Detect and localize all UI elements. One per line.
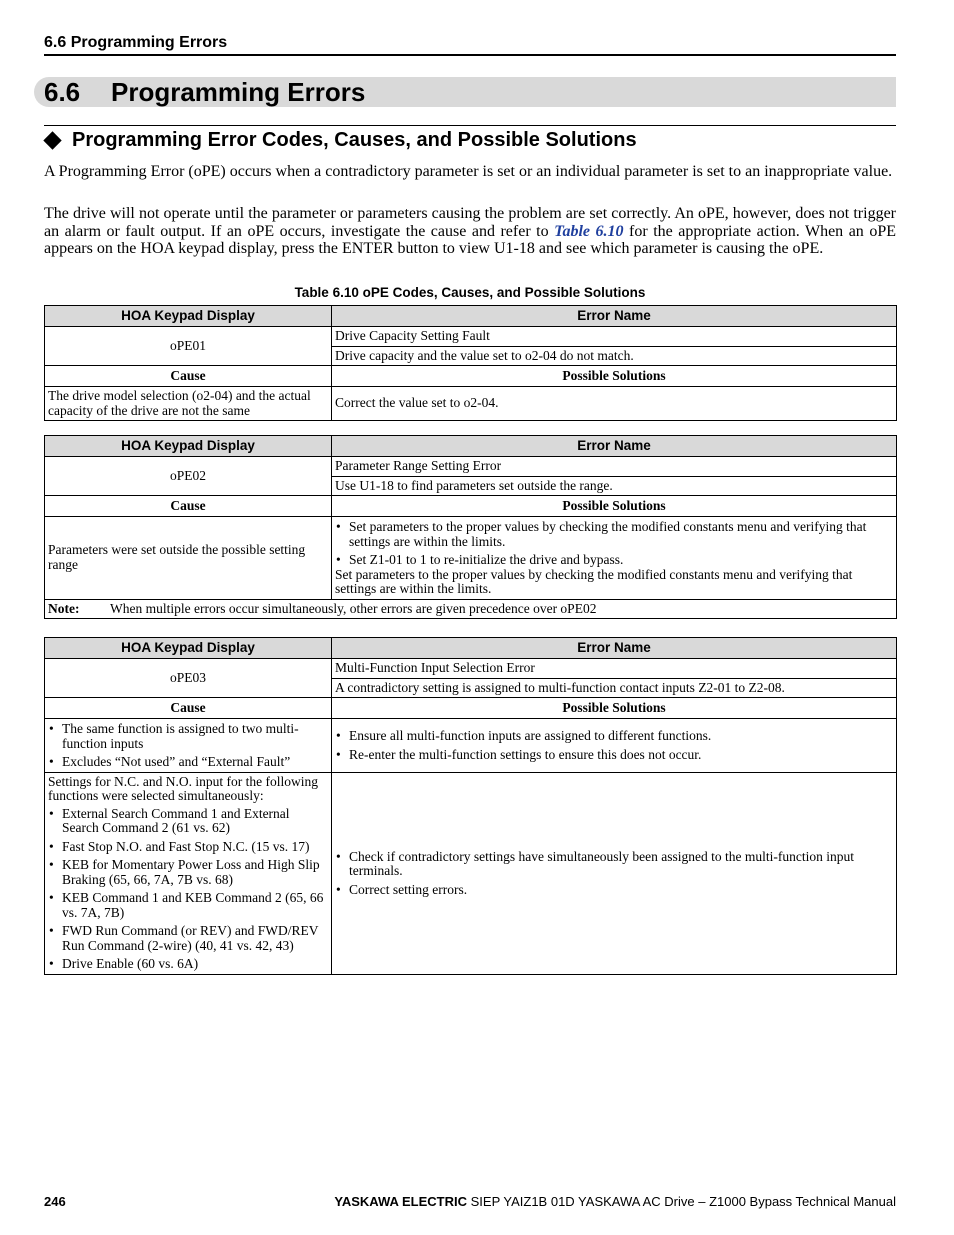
display-header: HOA Keypad Display xyxy=(45,638,332,659)
note-label: Note: xyxy=(48,600,80,616)
error-code: oPE03 xyxy=(45,659,332,698)
list-item: • Set Z1-01 to 1 to re-initialize the drive and bypass. xyxy=(335,553,893,568)
cause-header: Cause xyxy=(45,496,332,517)
solutions-header: Possible Solutions xyxy=(332,496,897,517)
cause-cell xyxy=(45,719,332,773)
intro-paragraph-2-end: for the appropriate action. When an oPE appears on the HOA keypad display, press the ENTER button to view U1-18 and see which parameter is causing the oPE. xyxy=(44,222,896,257)
error-code: oPE01 xyxy=(45,327,332,366)
error-name-header: Error Name xyxy=(332,436,897,457)
error-name-header: Error Name xyxy=(332,638,897,659)
diamond-bullet-icon xyxy=(43,131,61,149)
solutions-header: Possible Solutions xyxy=(332,366,897,387)
ope02-table xyxy=(44,435,897,619)
solution-cell xyxy=(332,517,897,600)
solution-text: Set parameters to the proper values by checking the modified constants menu and verifying that settings are within the limits. xyxy=(335,566,853,596)
section-number: 6.6 xyxy=(44,77,81,107)
list-item: • Ensure all multi-function inputs are assigned to different functions. xyxy=(335,729,893,744)
list-item: • KEB Command 1 and KEB Command 2 (65, 66 vs. 7A, 7B) xyxy=(48,891,328,920)
solution-cell: Correct the value set to o2-04. xyxy=(332,387,897,421)
solutions-header: Possible Solutions xyxy=(332,698,897,719)
intro-paragraph-2 xyxy=(44,205,896,258)
intro-paragraph-1: A Programming Error (oPE) occurs when a contradictory parameter is set or an individual parameter is set to an inappropriate value. xyxy=(44,163,893,180)
footer-brand: YASKAWA ELECTRIC xyxy=(334,1194,468,1209)
cause-cell: Parameters were set outside the possible setting range xyxy=(45,517,332,600)
subsection-rule xyxy=(44,125,896,126)
cause-header: Cause xyxy=(45,698,332,719)
table-caption: Table 6.10 oPE Codes, Causes, and Possible Solutions xyxy=(294,285,646,300)
table-6-10-link[interactable]: Table 6.10 xyxy=(554,222,624,240)
display-header: HOA Keypad Display xyxy=(45,306,332,327)
page-number: 246 xyxy=(44,1194,66,1209)
error-code: oPE02 xyxy=(45,457,332,496)
error-description: Drive capacity and the value set to o2-04 do not match. xyxy=(332,346,897,366)
footer-manual-title xyxy=(334,1194,896,1209)
list-item: • The same function is assigned to two multi-function inputs xyxy=(48,722,328,751)
cause-cell: The drive model selection (o2-04) and the actual capacity of the drive are not the same xyxy=(45,387,332,421)
running-header: 6.6 Programming Errors xyxy=(44,34,228,51)
error-description: A contradictory setting is assigned to multi-function contact inputs Z2-01 to Z2-08. xyxy=(332,678,897,698)
list-item: • Re-enter the multi-function settings to ensure this does not occur. xyxy=(335,748,893,763)
list-item: • Check if contradictory settings have simultaneously been assigned to the multi-function input terminals. xyxy=(335,850,893,879)
intro-paragraph-2-start: The drive will not operate until the parameter or parameters causing the problem are set correctly. An oPE, however, does not trigger an alarm or fault output. If an oPE occurs, investigate the cause and refer to xyxy=(44,205,896,240)
cause-header: Cause xyxy=(45,366,332,387)
subsection-title: Programming Error Codes, Causes, and Possible Solutions xyxy=(72,129,637,151)
list-item: • FWD Run Command (or REV) and FWD/REV Run Command (2-wire) (40, 41 vs. 42, 43) xyxy=(48,924,328,953)
list-item: • Correct setting errors. xyxy=(335,883,893,898)
error-name: Drive Capacity Setting Fault xyxy=(332,327,897,347)
note-row xyxy=(45,599,897,619)
list-item: • Set parameters to the proper values by checking the modified constants menu and verifying that settings are within the limits. xyxy=(335,520,893,549)
list-item: • Fast Stop N.O. and Fast Stop N.C. (15 vs. 17) xyxy=(48,840,328,855)
solution-cell xyxy=(332,719,897,773)
note-text: When multiple errors occur simultaneously, other errors are given precedence over oPE02 xyxy=(110,600,597,616)
solution-cell xyxy=(332,772,897,974)
error-description: Use U1-18 to find parameters set outside the range. xyxy=(332,476,897,496)
section-title: Programming Errors xyxy=(111,77,366,107)
list-item: • Excludes “Not used” and “External Fault” xyxy=(48,755,328,770)
section-heading xyxy=(44,76,365,108)
error-name-header: Error Name xyxy=(332,306,897,327)
error-name: Multi-Function Input Selection Error xyxy=(332,659,897,679)
cause-intro: Settings for N.C. and N.O. input for the following functions were selected simultaneously: xyxy=(48,773,318,803)
list-item: • KEB for Momentary Power Loss and High Slip Braking (65, 66, 7A, 7B vs. 68) xyxy=(48,858,328,887)
display-header: HOA Keypad Display xyxy=(45,436,332,457)
list-item: • External Search Command 1 and External Search Command 2 (61 vs. 62) xyxy=(48,807,328,836)
ope01-table xyxy=(44,305,897,421)
header-rule xyxy=(44,54,896,56)
error-name: Parameter Range Setting Error xyxy=(332,457,897,477)
footer-manual: SIEP YAIZ1B 01D YASKAWA AC Drive – Z1000 Bypass Technical Manual xyxy=(467,1194,896,1209)
list-item: • Drive Enable (60 vs. 6A) xyxy=(48,957,328,972)
ope03-table xyxy=(44,637,897,975)
cause-cell xyxy=(45,772,332,974)
